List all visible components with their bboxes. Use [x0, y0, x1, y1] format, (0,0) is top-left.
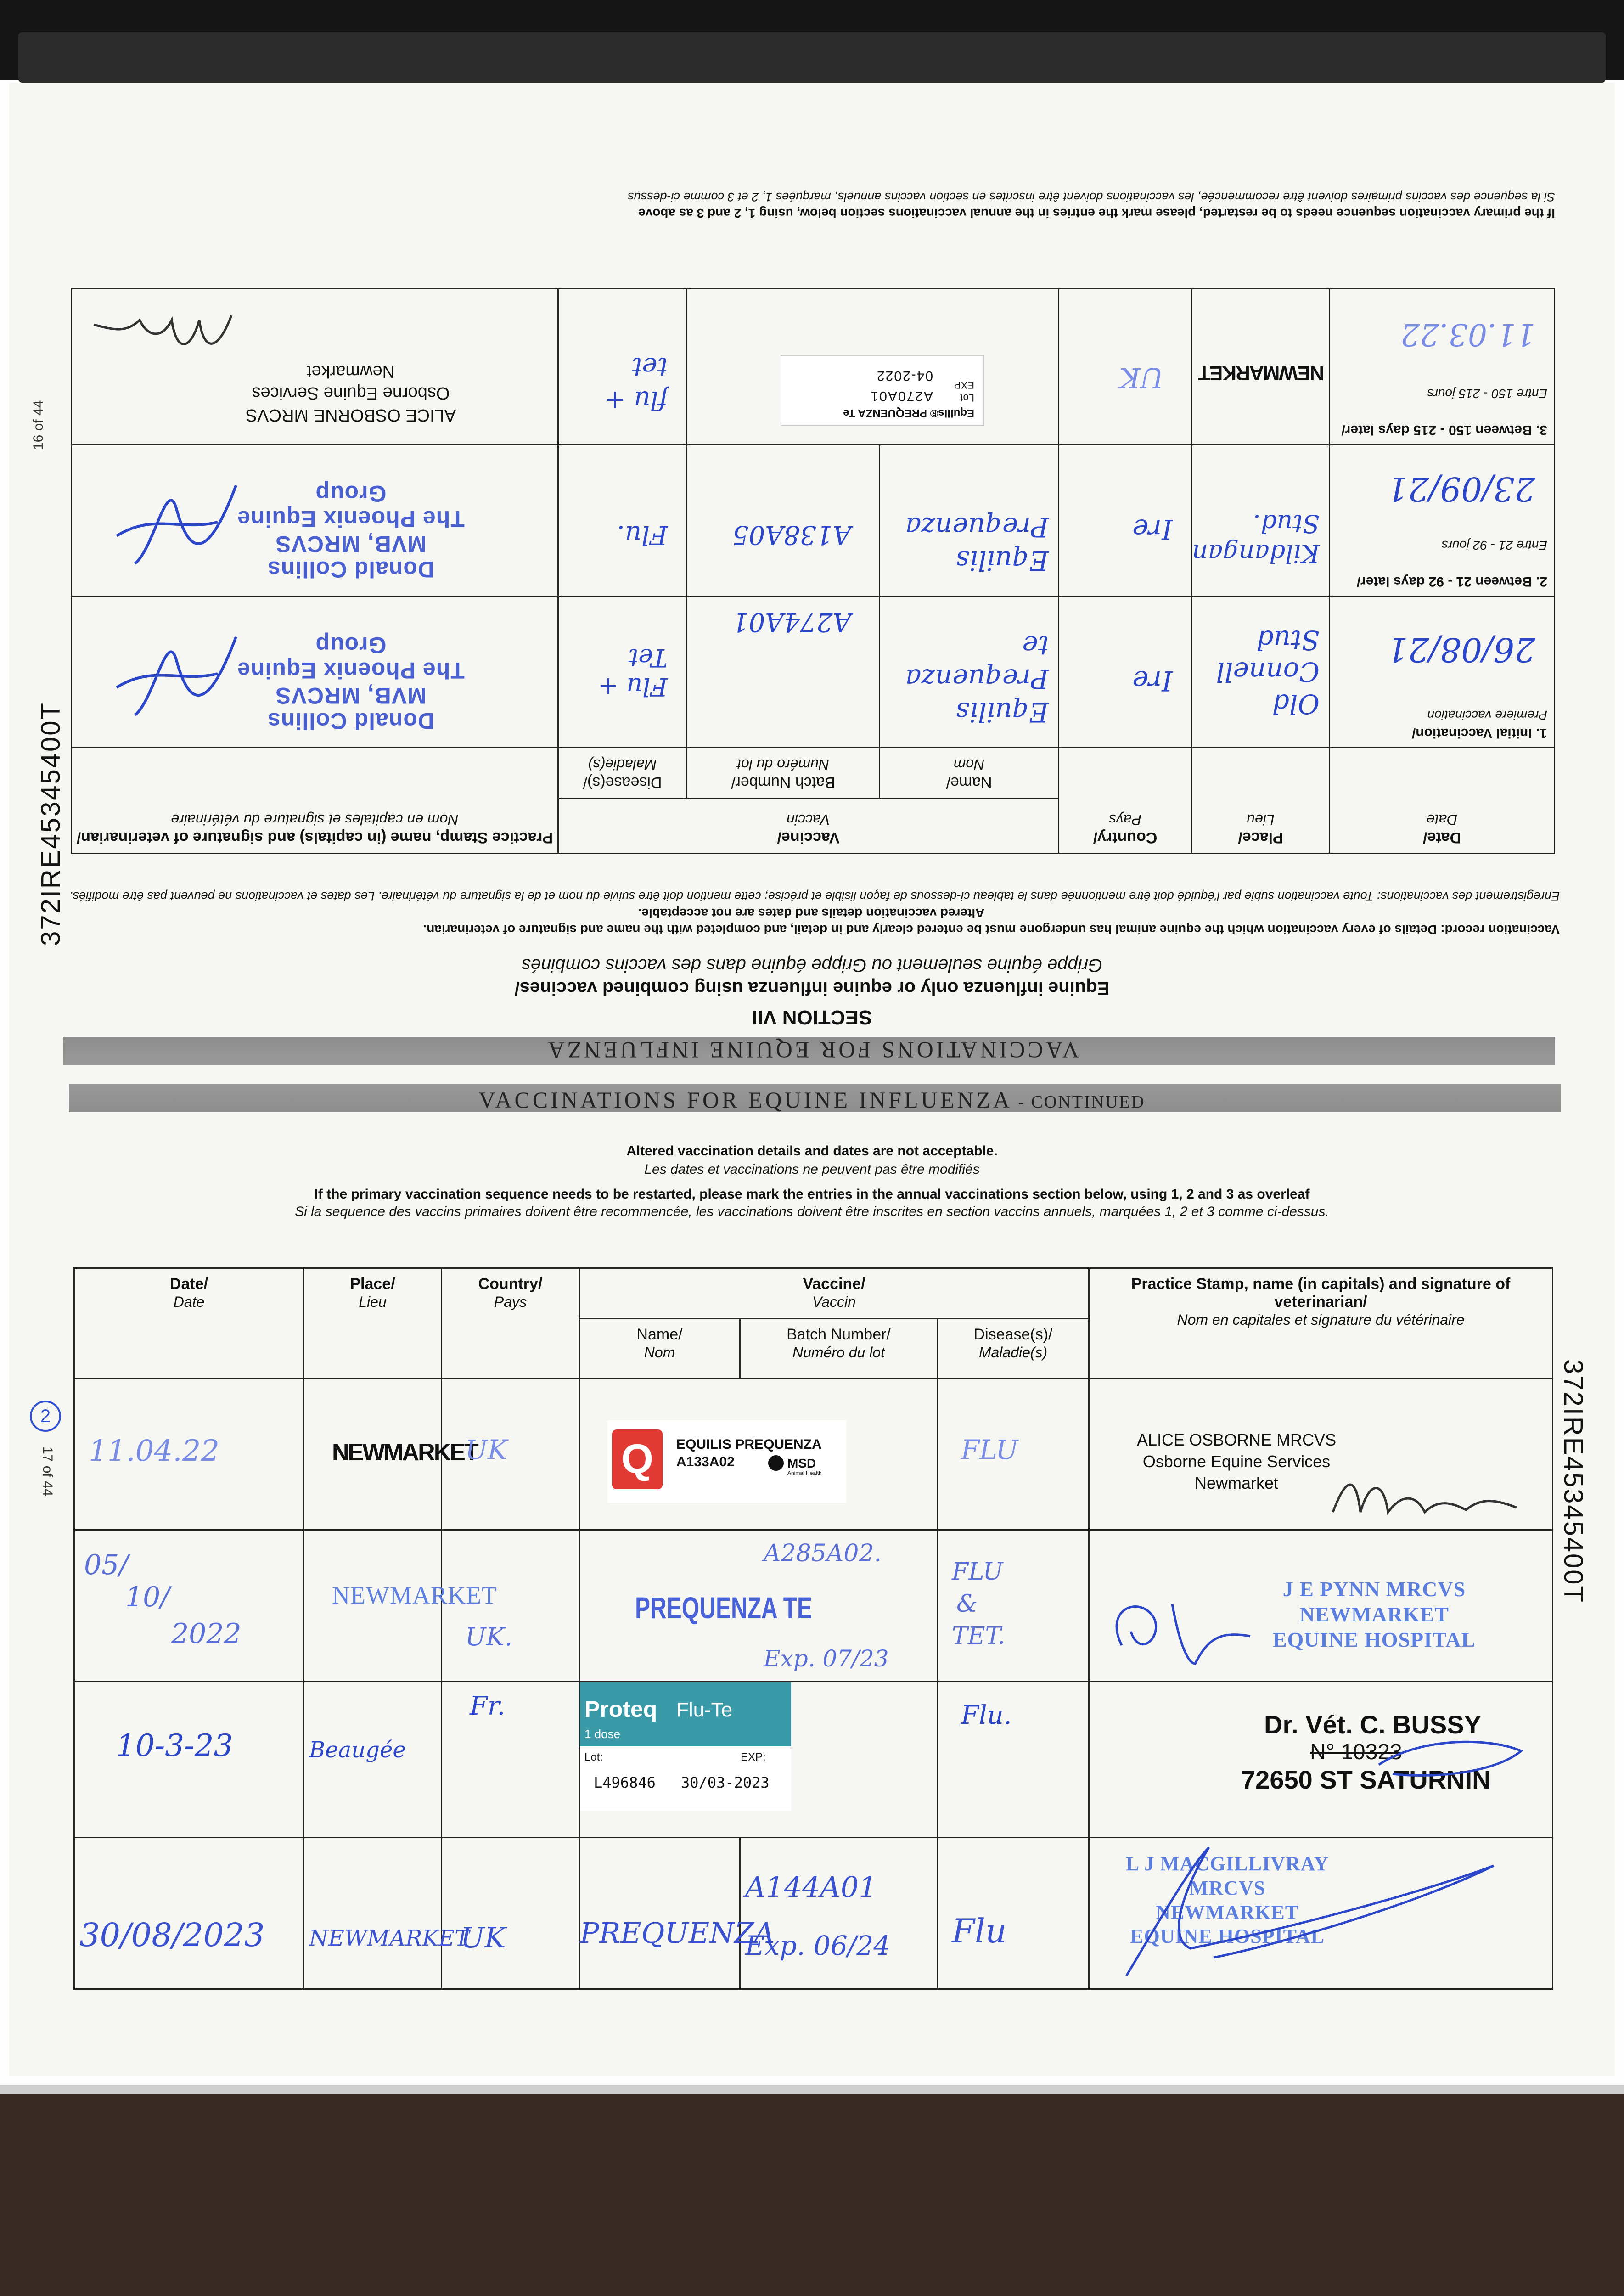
u-r1-stamp: Donald Collins MVB, MRCVS The Phoenix Equine Group: [71, 597, 558, 748]
l-r3-date: 10-3-23: [74, 1682, 304, 1838]
upper-page-number: 16 of 44: [31, 400, 46, 450]
upper-passport-code: 372IRE45345400T: [36, 702, 66, 946]
page-16-rotated-content: [9, 83, 1615, 1084]
u-th-vaccine: Vaccine/ Vaccin: [558, 799, 1058, 854]
table-row: [74, 1530, 1553, 1682]
u-r2-disease: Flu.: [558, 445, 686, 597]
l-r3-country: Fr.: [442, 1682, 579, 1838]
table-row: [74, 1682, 1553, 1838]
l-r4-name: PREQUENZA: [579, 1838, 740, 1989]
l-r1-place: NEWMARKET: [304, 1379, 442, 1530]
u-r3-country: UK: [1059, 289, 1192, 445]
equilis-prequenza-sticker: Q EQUILIS PREQUENZA A133A02 MSD Animal Health: [607, 1420, 846, 1503]
u-th-disease: Disease(s)/ Maladie(s): [558, 748, 686, 799]
section-title: SECTION VII: [752, 1006, 872, 1029]
record-note-fr: Enregistrement des vaccinations: Toute vaccination subie par l'équidé doit être mentionnée dans le tableau ci-dessous de façon lisible et précise; cette mention doit être suivie du nom et de la signature du vétérinaire. Les dates et vaccinations ne peuvent pas être modifiés.: [69, 889, 1560, 903]
u-r3-stamp: ALICE OSBORNE MRCVS Osborne Equine Services Newmarket: [71, 289, 558, 445]
u-r1-date: 1. Initial Vaccination/ Premiere vaccination 26/08/21: [1330, 597, 1555, 748]
u-r3-disease: flu + tet: [558, 289, 686, 445]
l-r2-stamp: J E PYNN MRCVS NEWMARKET EQUINE HOSPITAL: [1089, 1530, 1553, 1682]
page-17-banner-title: VACCINATIONS FOR EQUINE INFLUENZA - CONTINUED: [478, 1087, 1146, 1113]
section-heading-en: Equine influenza only or equine influenza using combined vaccines/: [514, 978, 1110, 998]
u-th-name: Name/ Nom: [880, 748, 1059, 799]
signature-osborne-1: [89, 297, 236, 371]
l-r2-country: UK.: [442, 1530, 579, 1682]
altered-note-fr: Les dates et vaccinations ne peuvent pas être modifiés: [644, 1162, 980, 1177]
u-r2-batch: A138A05: [687, 445, 880, 597]
scanner-bottom-background: [0, 2094, 1624, 2296]
l-r1-stamp: ALICE OSBORNE MRCVS Osborne Equine Services Newmarket: [1089, 1379, 1553, 1530]
u-r1-name: Equilis Prequenza te: [880, 597, 1059, 748]
l-r4-date: 30/08/2023: [74, 1838, 304, 1989]
l-r2-date: 05/ 10/ 2022: [74, 1530, 304, 1682]
signature-pynn: [1103, 1590, 1255, 1668]
l-r4-batch: A144A01 Exp. 06/24: [740, 1838, 938, 1989]
u-th-country: Country/ Pays: [1059, 748, 1192, 854]
u-r3-vaccine-label: [687, 289, 1059, 445]
l-r3-vaccine-label: [579, 1682, 938, 1838]
msd-logo-icon: [768, 1455, 784, 1471]
l-r2-disease: FLU & TET.: [938, 1530, 1089, 1682]
u-th-stamp: Practice Stamp, name (in capitals) and signature of veterinarian/ Nom en capitales et signature du vétérinaire: [71, 748, 558, 854]
l-th-name: Name/ Nom: [579, 1319, 740, 1379]
upper-vaccination-table: [71, 288, 1555, 854]
table-row: [74, 1838, 1553, 1989]
signature-osborne-2: [1328, 1466, 1521, 1526]
u-r2-country: Ire: [1059, 445, 1192, 597]
signature-collins-1: [107, 619, 245, 729]
l-th-place: Place/ Lieu: [304, 1268, 442, 1379]
lower-passport-code: 372IRE45345400T: [1558, 1359, 1588, 1604]
restart-note-fr: Si la sequence des vaccins primaires doivent être recommencée, les vaccinations doivent être inscrites en section vaccins annuels, marquées 1, 2 et 3 comme ci-dessus.: [295, 1204, 1329, 1219]
upper-altered-note: Altered vaccination details and dates are not acceptable.: [638, 906, 985, 920]
signature-macgillivray: [1099, 1838, 1503, 1985]
u-r3-place: NEWMARKET: [1192, 289, 1330, 445]
altered-note-en: Altered vaccination details and dates are not acceptable.: [626, 1143, 998, 1159]
l-r4-disease: Flu: [938, 1838, 1089, 1989]
l-r3-stamp: Dr. Vét. C. BUSSY N° 10323 72650 ST SATURNIN: [1089, 1682, 1553, 1838]
page-16: [9, 83, 1615, 1084]
u-r2-date: 2. Between 21 - 92 days later/ Entre 21 - 92 jours 23/09/21: [1330, 445, 1555, 597]
l-r3-place: Beaugée: [304, 1682, 442, 1838]
u-th-place: Place/ Lieu: [1192, 748, 1330, 854]
l-r2-place: NEWMARKET: [304, 1530, 442, 1682]
u-r1-country: Ire: [1059, 597, 1192, 748]
lower-page-number: 17 of 44: [40, 1446, 55, 1497]
u-th-batch: Batch Number/ Numéro du lot: [687, 748, 880, 799]
l-r1-date: 11.04.22: [74, 1379, 304, 1530]
u-r2-name: Equilis Prequenza: [880, 445, 1059, 597]
table-row: [71, 445, 1554, 597]
u-th-date: Date/ Date: [1330, 748, 1555, 854]
l-r1-disease: FLU: [938, 1379, 1089, 1530]
u-r1-place: Old Connell Stud: [1192, 597, 1330, 748]
table-row: [71, 289, 1554, 445]
proteq-banner: Proteq Flu-Te 1 dose: [580, 1682, 791, 1746]
u-r1-disease: Flu + Tet: [558, 597, 686, 748]
prequenza-te-sticker: Equilis® PREQUENZA Te Lot EXP A270A01 04-2022: [781, 355, 984, 426]
l-r1-country: UK: [442, 1379, 579, 1530]
lower-vaccination-table: [73, 1267, 1553, 1990]
l-th-stamp: Practice Stamp, name (in capitals) and signature of veterinarian/ Nom en capitales et signature du vétérinaire: [1089, 1268, 1553, 1379]
scanner-top-bar: [0, 0, 1624, 80]
restart-note-en: If the primary vaccination sequence needs to be restarted, please mark the entries in the annual vaccinations section below, using 1, 2 and 3 as overleaf: [314, 1187, 1310, 1202]
upper-restart-note-fr: Si la sequence des vaccins primaires doivent être recommencée, les vaccinations doivent être inscrites en section vaccins annuels, marquées 1, 2 et 3 comme ci-dessus: [628, 190, 1555, 204]
u-r3-date: 3. Between 150 - 215 days later/ Entre 150 - 215 jours 11.03.22: [1330, 289, 1555, 445]
signature-collins-2: [107, 467, 245, 577]
scanner-top-bar-inner: [18, 32, 1606, 83]
record-note-en: Vaccination record: Details of every vaccination which the equine animal has undergone must be entered clearly and in detail, and completed with the name and signature of veterinarian.: [423, 923, 1560, 937]
q-logo: Q: [612, 1429, 663, 1489]
l-r2-vaccine: PREQUENZA TE A285A02. Exp. 07/23: [579, 1530, 938, 1682]
proteq-sticker: Proteq Flu-Te 1 dose Lot: EXP: L496846 30/03-2023: [580, 1682, 791, 1811]
l-th-date: Date/ Date: [74, 1268, 304, 1379]
table-row: [74, 1379, 1553, 1530]
l-r1-vaccine-label: [579, 1379, 938, 1530]
l-th-batch: Batch Number/ Numéro du lot: [740, 1319, 938, 1379]
page-16-banner-title: VACCINATIONS FOR EQUINE INFLUENZA: [545, 1037, 1079, 1063]
l-th-country: Country/ Pays: [442, 1268, 579, 1379]
l-r4-country: UK: [442, 1838, 579, 1989]
upper-restart-note-en: If the primary vaccination sequence needs to be restarted, please mark the entries in the annual vaccinations section below, using 1, 2 and 3 as above: [638, 206, 1555, 220]
page-17: [9, 1084, 1615, 2076]
l-r3-disease: Flu.: [938, 1682, 1089, 1838]
u-r2-place: Kildangan Stud.: [1192, 445, 1330, 597]
table-row: [71, 597, 1554, 748]
l-r4-place: NEWMARKET: [304, 1838, 442, 1989]
section-heading-fr: Grippe équine seulement ou Grippe équine dans des vaccins combinés: [521, 955, 1103, 975]
circled-number: 2: [30, 1401, 61, 1432]
l-r4-stamp: L J MACGILLIVRAY MRCVS NEWMARKET EQUINE HOSPITAL: [1089, 1838, 1553, 1989]
l-th-vaccine: Vaccine/ Vaccin: [579, 1268, 1089, 1319]
l-th-disease: Disease(s)/ Maladie(s): [938, 1319, 1089, 1379]
signature-bussy: [1374, 1733, 1530, 1788]
u-r2-stamp: Donald Collins MVB, MRCVS The Phoenix Equine Group: [71, 445, 558, 597]
u-r1-batch: A274A01: [687, 597, 880, 748]
